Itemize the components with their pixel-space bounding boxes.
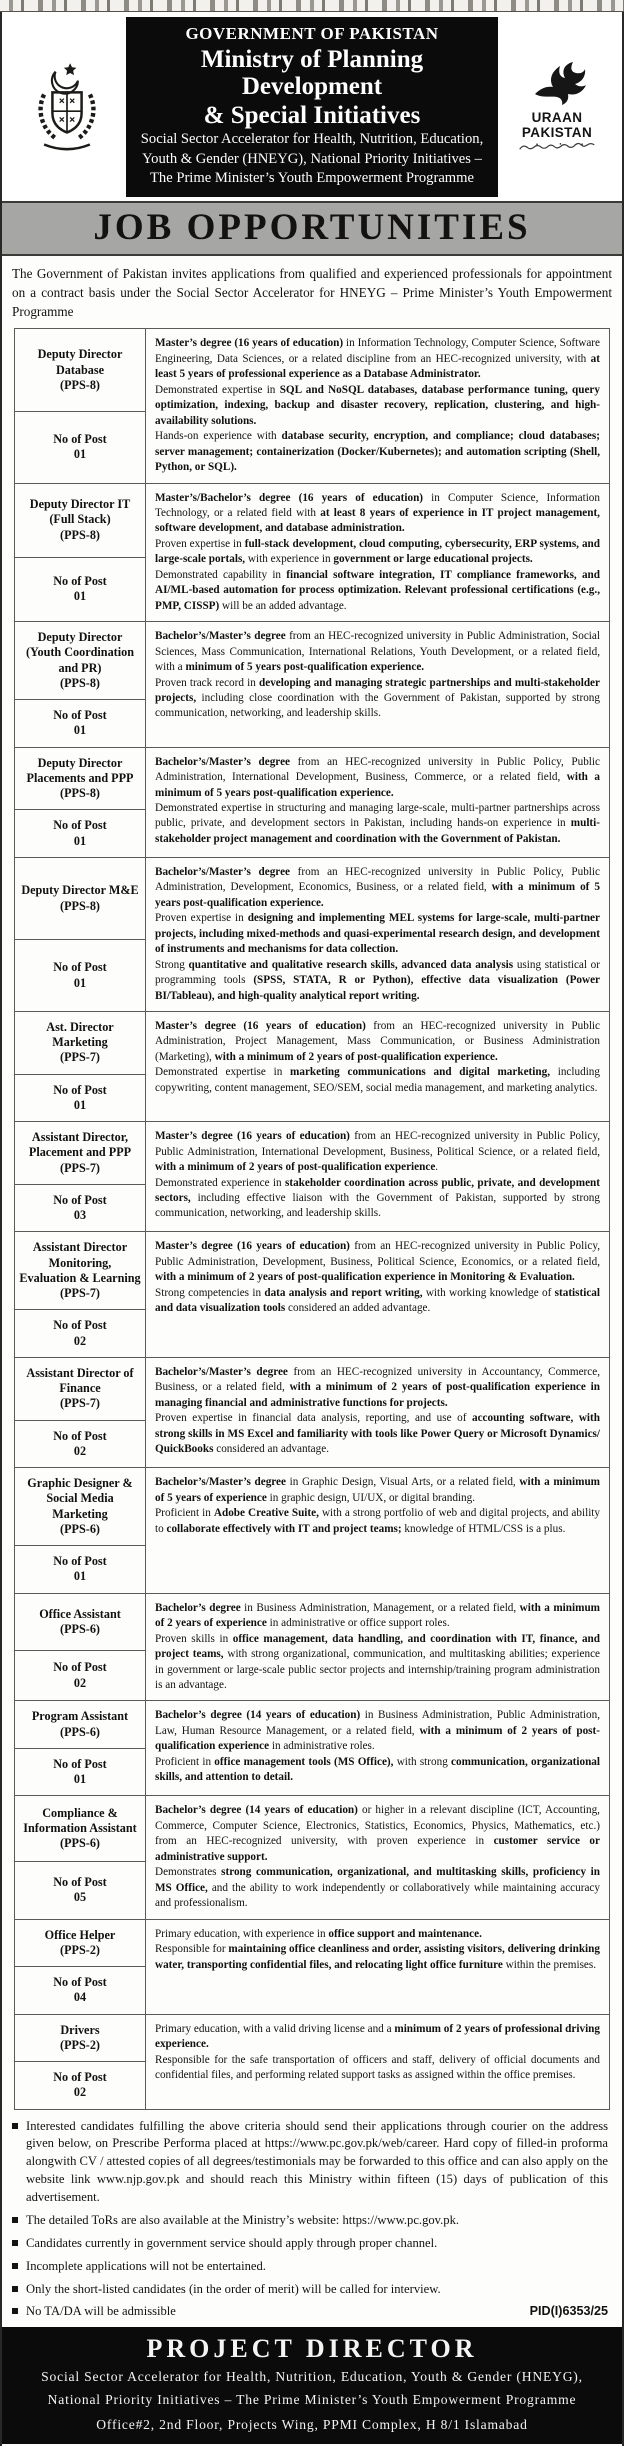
job-grade: (PPS-8) [60,786,100,801]
no-of-post-value: 03 [73,1208,87,1223]
no-of-post-value: 01 [73,589,87,604]
uraan-pakistan-logo [498,17,616,197]
no-of-post-value: 05 [73,1890,87,1905]
no-of-post-label: No of Post [53,1082,107,1097]
job-left-column [15,484,146,622]
job-title-cell [15,1920,145,1968]
job-posts-cell [15,1651,145,1701]
no-of-post-label: No of Post [53,960,107,975]
table-row [15,1920,609,2015]
job-grade: (PPS-8) [60,898,100,913]
job-left-column [15,1012,146,1121]
job-title: Assistant Director, Placement and PPP [28,1130,132,1160]
square-bullet-icon [12,2286,18,2292]
uraan-wordmark-line2: PAKISTAN [521,125,593,140]
job-posts-cell [15,1421,145,1468]
job-posts-cell [15,1075,145,1122]
table-row [15,2015,609,2109]
no-of-post-label: No of Post [53,818,107,833]
job-description-cell: Master’s degree (16 years of education) in Information Technology, Computer Science, Software Engineering, Data Sciences, or a related discipline from an HEC-recognized university, with at least 5 years of professional experience as a Database Administrator. Demonstrated expertise in SQL and NoSQL databases, database performance tuning, query optimization, indexing, backup and disaster recovery, replication, clustering, and high-availability solutions. Hands-on experience with database security, encryption, and compliance; cloud databases; server management; containerization (Docker/Kubernetes); and automation scripting (Shell, Python, or SQL). [155,337,601,474]
job-grade: (PPS-6) [60,1836,100,1851]
job-title: Deputy Director IT (Full Stack) [29,497,131,527]
job-posts-cell [15,940,145,1011]
job-title-cell [15,1122,145,1185]
table-row [15,1012,609,1122]
job-title-cell [15,1701,145,1749]
job-description-cell: Bachelor’s/Master’s degree from an HEC-recognized university in Public Administration, Social Sciences, Mass Communication, International Relations, Youth Development, or a related field, with a minimum of 5 years post-qualification experience. Proven track record in developing and managing strategic partnerships and multi-stakeholder projects, including close coordination with the Government of Pakistan, supported by strong communication, networking, and leadership skills. [155,630,600,720]
job-title: Deputy Director Database [37,347,123,377]
job-title-cell [15,622,145,700]
job-posts-cell [15,810,145,857]
job-posts-cell [15,1310,145,1357]
job-description-cell: Master’s degree (16 years of education) from an HEC-recognized university in Public Administration, Project Management, Mass Communication, or Business Administration (Marketing), with a minimum of 2 years of post-qualification experience. Demonstrated expertise in marketing communications and digital marketing, including copywriting, content management, SEO/SEM, social media management, and marketing analytics. [155,1019,600,1094]
job-left-column [15,2015,146,2109]
job-description-cell: Master’s degree (16 years of education) from an HEC-recognized university in Public Policy, Public Administration, Development, Business, Political Science, Economics, or a related field, with a minimum of 2 years of post-qualification experience in Monitoring & Evaluation. Strong competencies in data analysis and report writing, with working knowledge of statistical and data visualization tools considered an added advantage. [155,1240,601,1315]
job-description-cell: Master’s degree (16 years of education) from an HEC-recognized university in Public Policy, Public Administration, International Development, Business, Political Science, or a related field, with a minimum of 2 years of post-qualification experience. Demonstrated experience in stakeholder coordination across public, private, and development sectors, including effective liaison with the Government of Pakistan, supported by strong communication, networking, and leadership skills. [155,1130,600,1220]
no-of-post-label: No of Post [53,1875,107,1890]
job-left-column [15,622,146,747]
footer-line-2: National Priority Initiatives – The Prime Minister’s Youth Empowerment Programme [47,2392,577,2408]
job-description-cell: Bachelor’s/Master’s degree from an HEC-recognized university in Public Policy, Public Administration, International Development, Business, Commerce, or a related field, with a minimum of 5 years post-qualification experience. Demonstrated expertise in structuring and managing large-scale, multi-partner partnerships across public, private, and development sectors in Pakistan, including hands-on experience in multi-stakeholder project management and coordination with the Government of Pakistan. [155,755,600,845]
footer-address: Office#2, 2nd Floor, Projects Wing, PPMI Complex, H 8/1 Islamabad [96,2416,528,2432]
no-of-post-label: No of Post [53,1554,107,1569]
job-grade: (PPS-7) [60,1050,100,1065]
job-title-cell [15,1012,145,1075]
job-posts-cell [15,412,145,483]
no-of-post-value: 02 [73,1333,87,1348]
no-of-post-label: No of Post [53,1318,107,1333]
note-item [12,2118,608,2207]
job-posts-cell [15,558,145,622]
table-row [15,748,609,858]
no-of-post-label: No of Post [53,2070,107,2085]
no-of-post-label: No of Post [53,1660,107,1675]
header-title-panel [126,17,498,197]
government-line: GOVERNMENT OF PAKISTAN [185,24,439,43]
job-grade: (PPS-6) [60,1521,100,1536]
job-grade: (PPS-8) [60,527,100,542]
job-title: Compliance & Information Assistant [23,1805,137,1836]
job-opportunities-banner [2,201,622,256]
note-text: Only the short-listed candidates (in the order of merit) will be called for interview. [26,2281,441,2296]
job-description-cell: Bachelor’s/Master’s degree from an HEC-recognized university in Public Policy, Public Administration, Development, Economics, Business, or a related field, with a minimum of 5 years post-qualification experience. Proven expertise in designing and implementing MEL systems for large-scale, multi-partner projects, including mixed-methods and quasi-experimental research design, and development of instruments and mechanisms for data collection. Strong quantitative and qualitative research skills, advanced data analysis using statistical or programming tools (SPSS, STATA, R or Python), effective data visualization (Power BI/Tableau), and high-quality analytical report writing. [155,865,601,1002]
urdu-tagline-icon [518,141,596,154]
note-item [12,2281,608,2299]
job-left-column [15,1468,146,1593]
job-title-cell [15,1358,145,1421]
job-left-column [15,748,146,857]
intro-paragraph: The Government of Pakistan invites applications from qualified and experienced professionals for appointment on a contract basis under the Social Sector Accelerator for HNEYG – Prime Minister’s Youth Empowerment Programme [12,266,612,320]
job-posts-cell [15,1185,145,1232]
no-of-post-label: No of Post [53,1192,107,1207]
pid-number: PID(I)6353/25 [529,2304,608,2319]
job-left-column [15,329,146,482]
job-title: Graphic Designer & Social Media Marketing [27,1476,133,1521]
job-title: Drivers [60,2022,100,2037]
job-grade: (PPS-8) [60,377,100,392]
programme-line-2: Youth & Gender (HNEYG), National Priority Initiatives – [142,150,482,167]
no-of-post-label: No of Post [53,574,107,589]
job-left-column [15,1594,146,1701]
job-title-cell [15,1232,145,1310]
job-grade: (PPS-6) [60,1724,100,1739]
uraan-bird-icon [526,60,588,110]
job-posts-cell [15,1862,145,1919]
pakistan-state-emblem-icon [8,17,126,197]
no-of-post-label: No of Post [53,1756,107,1771]
job-title: Deputy Director M&E [21,883,139,898]
no-of-post-label: No of Post [53,1428,107,1443]
job-description-cell: Bachelor’s degree (14 years of education) in Business Administration, Public Administration, Law, Human Resource Management, or a related field, with a minimum of 2 years of post-qualification experience in administrative roles. Proficient in office management tools (MS Office), with strong communication, organizational skills, and attention to detail. [155,1709,601,1784]
table-row [15,1358,609,1468]
job-title-cell [15,858,145,941]
notes-list [12,2118,608,2322]
job-left-column [15,1232,146,1357]
no-of-post-value: 02 [73,1675,87,1690]
note-text: Interested candidates fulfilling the above criteria should send their applications through courier on the address given below, on Prescribe Performa placed at https://www.pc.gov.pk/web/career. Hard copy of filled-in proforma alongwith CV / attested copies of all degrees/testimonials may be forwarded to this office and can also apply on the website link www.njp.gov.pk and should reach this Ministry within fifteen (15) days of publication of this advertisement. [26,2118,608,2205]
note-item [12,2212,608,2230]
job-posts-cell [15,1749,145,1796]
table-row [15,858,609,1012]
square-bullet-icon [12,2217,18,2223]
job-description-cell: Primary education, with experience in office support and maintenance. Responsible for maintaining office cleanliness and order, assisting visitors, delivering drinking water, transporting confidential files, and relocating light office furniture within the premises. [155,1927,600,1971]
job-grade: (PPS-7) [60,1396,100,1411]
footer-title: PROJECT DIRECTOR [146,2334,478,2364]
job-title-cell [15,1796,145,1862]
table-row [15,1468,609,1594]
job-description-cell: Bachelor’s/Master’s degree in Graphic Design, Visual Arts, or a related field, with a minimum of 5 years of experience in graphic design, UI/UX, or digital branding. Proficient in Adobe Creative Suite, with a strong portfolio of web and digital projects, and ability to collaborate effectively with IT and project teams; knowledge of HTML/CSS is a plus. [155,1476,601,1535]
note-text: Candidates currently in government service should apply through proper channel. [26,2235,438,2250]
job-title: Assistant Director of Finance [26,1365,134,1396]
job-title: Office Helper [44,1927,116,1942]
job-grade: (PPS-6) [60,1621,100,1636]
banner-title: JOB OPPORTUNITIES [93,207,531,249]
note-item [12,2303,608,2321]
job-posts-cell [15,2062,145,2109]
table-row [15,1701,609,1796]
ministry-line-2: & Special Initiatives [203,102,421,129]
square-bullet-icon [12,2308,18,2314]
table-row [15,329,609,483]
jobs-table [14,328,610,2109]
job-description-cell: Master’s/Bachelor’s degree (16 years of education) in Computer Science, Information Technology, or a related field with at least 8 years of experience in IT project management, software development, and database administration. Proven expertise in full-stack development, cloud computing, cybersecurity, ERP systems, and large-scale portals, with experience in government or large educational projects. Demonstrated capability in financial software integration, IT compliance frameworks, and AI/ML-based automation for process optimization. Relevant professional certifications (e.g., PMP, CISSP) will be an added advantage. [155,491,600,612]
table-row [15,1122,609,1232]
uraan-wordmark-line1: URAAN [531,110,583,126]
note-item [12,2235,608,2253]
no-of-post-value: 01 [73,447,87,462]
job-left-column [15,1701,146,1795]
job-title-cell [15,484,145,558]
note-text: No TA/DA will be admissible [26,2304,176,2319]
job-grade: (PPS-7) [60,1286,100,1301]
job-description-cell: Bachelor’s degree in Business Administration, Management, or a related field, with a minimum of 2 years of experience in administrative or office support roles. Proven skills in office management, data handling, and coordination with IT, finance, and project teams, with strong organizational, communication, and multitasking abilities; experience in government or large-scale public sector projects and internship/training program administration is an advantage. [155,1601,600,1691]
no-of-post-value: 04 [73,1990,87,2005]
job-grade: (PPS-2) [60,1942,100,1957]
no-of-post-value: 01 [73,833,87,848]
programme-line-1: Social Sector Accelerator for Health, Nutrition, Education, [140,131,484,147]
no-of-post-label: No of Post [53,1975,107,1990]
job-title-cell [15,1594,145,1651]
job-grade: (PPS-8) [60,675,100,690]
job-left-column [15,1920,146,2014]
job-description-cell: Bachelor’s degree (14 years of education) or higher in a relevant discipline (ICT, Accounting, Commerce, Computer Science, Electronics, Statistics, Economics, Physics, Mathematics, etc.) from an HEC-recognized university, with proven experience in customer service or administrative support. Demonstrates strong communication, organizational, and multitasking skills, proficiency in MS Office, and the ability to work independently or collaboratively while maintaining accuracy and professionalism. [155,1804,600,1910]
ministry-line-1: Ministry of Planning Development [200,46,424,100]
job-title-cell [15,748,145,811]
job-left-column [15,858,146,1011]
job-left-column [15,1358,146,1467]
job-title: Office Assistant [39,1606,121,1621]
no-of-post-value: 01 [73,975,87,990]
job-title: Program Assistant [31,1709,129,1724]
job-title-cell [15,329,145,412]
job-left-column [15,1796,146,1918]
header [2,12,622,201]
job-title: Deputy Director Placements and PPP [26,755,134,785]
no-of-post-value: 02 [73,2085,87,2100]
no-of-post-value: 01 [73,1097,87,1112]
note-text: The detailed ToRs are also available at the Ministry’s website: https://www.pc.gov.pk. [26,2212,460,2227]
job-title-cell [15,2015,145,2063]
table-row [15,1796,609,1919]
table-row [15,1594,609,1702]
job-title: Ast. Director Marketing [46,1019,114,1050]
job-description-cell: Primary education, with a valid driving license and a minimum of 2 years of professional driving experience. Responsible for the safe transportation of officers and staff, delivery of official documents and confidential files, and performing related support tasks as assigned within the office premises. [155,2022,600,2081]
footer-line-1: Social Sector Accelerator for Health, Nutrition, Education, Youth & Gender (HNEYG), [41,2369,583,2385]
no-of-post-value: 01 [73,1569,87,1584]
programme-line-3: The Prime Minister’s Youth Empowerment Programme [149,170,474,187]
job-posts-cell [15,1967,145,2014]
table-row [15,484,609,623]
job-posts-cell [15,700,145,747]
no-of-post-value: 01 [73,723,87,738]
square-bullet-icon [12,2263,18,2269]
job-posts-cell [15,1546,145,1593]
no-of-post-label: No of Post [53,431,107,446]
job-title: Deputy Director (Youth Coordination and PR) [25,630,134,675]
note-text: Incomplete applications will not be entertained. [26,2258,266,2273]
job-title: Assistant Director Monitoring, Evaluation & Learning [19,1240,141,1285]
newspaper-edge-strip [0,0,624,12]
square-bullet-icon [12,2240,18,2246]
footer-panel [2,2327,622,2444]
no-of-post-value: 02 [73,1443,87,1458]
job-grade: (PPS-2) [60,2037,100,2052]
square-bullet-icon [12,2123,18,2129]
table-row [15,622,609,748]
no-of-post-label: No of Post [53,708,107,723]
note-item [12,2258,608,2276]
job-grade: (PPS-7) [60,1160,100,1175]
job-left-column [15,1122,146,1231]
no-of-post-value: 01 [73,1772,87,1787]
job-title-cell [15,1468,145,1546]
advertisement-frame [0,12,624,2446]
job-description-cell: Bachelor’s/Master’s degree from an HEC-recognized university in Accountancy, Commerce, Business, or a related field, with a minimum of 2 years of post-qualification experience in managing financial and administrative functions for projects. Proven expertise in financial data analysis, reporting, and use of accounting software, with strong skills in MS Excel and familiarity with tools like Power Query or Microsoft Dynamics/ QuickBooks considered an advantage. [155,1365,600,1456]
table-row [15,1232,609,1358]
